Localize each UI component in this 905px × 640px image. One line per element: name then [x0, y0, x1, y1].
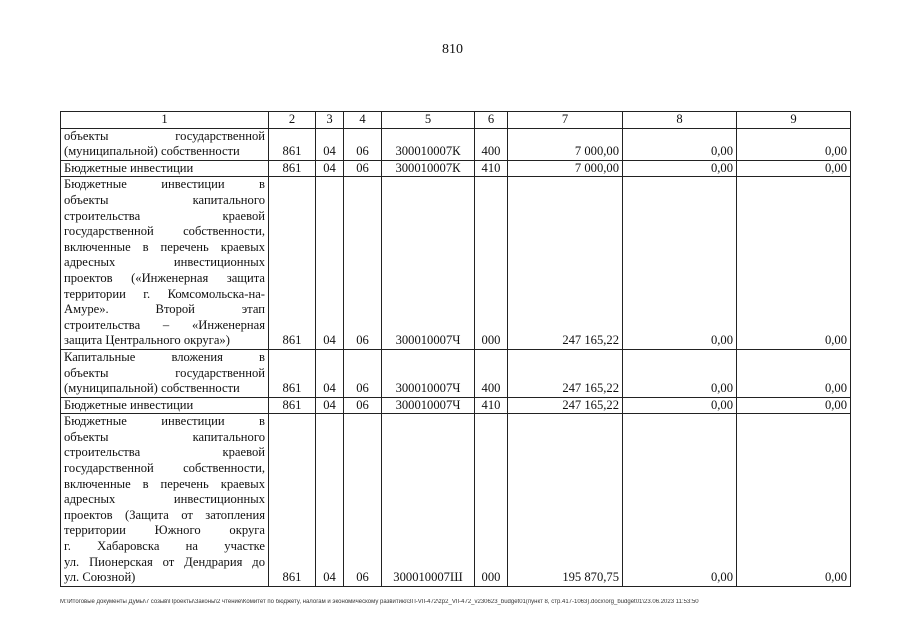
item-name-line: строительства краевой: [64, 445, 265, 460]
expense-type-cell: 410: [475, 160, 508, 177]
item-name-line: Капитальные вложения в: [64, 349, 265, 364]
item-name-line: объекты государственной: [64, 128, 265, 143]
target-article-cell: 300010007Ч: [382, 397, 475, 414]
chapter-code-cell: 861: [269, 349, 316, 397]
target-article-cell: 300010007К: [382, 128, 475, 160]
section-code-cell: 04: [316, 128, 344, 160]
chapter-code-cell: 861: [269, 128, 316, 160]
subsection-code-cell: 06: [344, 128, 382, 160]
item-name-line: ул. Союзной): [64, 570, 136, 585]
item-name-line: защита Центрального округа»): [64, 333, 230, 348]
expense-type-cell: 410: [475, 397, 508, 414]
amount-cell: 247 165,22: [508, 349, 623, 397]
item-name-line: включенные в перечень краевых: [64, 239, 265, 254]
item-name-line: Бюджетные инвестиции в: [64, 177, 265, 192]
item-name-line: объекты капитального: [64, 429, 265, 444]
section-code-cell: 04: [316, 349, 344, 397]
section-code-cell: 04: [316, 397, 344, 414]
item-name-cell: [61, 349, 269, 397]
item-name-line: (муниципальной) собственности: [64, 144, 240, 159]
amount-cell: 0,00: [737, 160, 851, 177]
subsection-code-cell: 06: [344, 414, 382, 587]
chapter-code-cell: 861: [269, 160, 316, 177]
amount-cell: 0,00: [737, 349, 851, 397]
header-row: [61, 112, 851, 129]
amount-cell: 0,00: [737, 414, 851, 587]
amount-cell: 247 165,22: [508, 177, 623, 350]
expense-type-cell: 000: [475, 414, 508, 587]
item-name-line: территории г. Комсомольска-на-: [64, 286, 265, 301]
item-name-line: адресных инвестиционных: [64, 492, 265, 507]
item-name-line: объекты капитального: [64, 192, 265, 207]
target-article-cell: 300010007К: [382, 160, 475, 177]
header-cell: 9: [737, 112, 851, 129]
amount-cell: 7 000,00: [508, 128, 623, 160]
item-name-line: Бюджетные инвестиции в: [64, 414, 265, 429]
table-row: [61, 160, 851, 177]
header-cell: 2: [269, 112, 316, 129]
amount-cell: 0,00: [623, 397, 737, 414]
item-name-cell: [61, 160, 269, 177]
amount-cell: 0,00: [623, 160, 737, 177]
item-name-cell: [61, 177, 269, 350]
budget-table: [60, 111, 851, 587]
item-name-cell: [61, 397, 269, 414]
table-row: [61, 349, 851, 397]
expense-type-cell: 400: [475, 349, 508, 397]
amount-cell: 0,00: [623, 414, 737, 587]
expense-type-cell: 000: [475, 177, 508, 350]
header-cell: 7: [508, 112, 623, 129]
table-row: [61, 128, 851, 160]
header-cell: 5: [382, 112, 475, 129]
item-name-line: адресных инвестиционных: [64, 255, 265, 270]
subsection-code-cell: 06: [344, 349, 382, 397]
item-name-line: Бюджетные инвестиции: [64, 397, 194, 412]
item-name-line: проектов (Защита от затопления: [64, 507, 265, 522]
item-name-line: строительства – «Инженерная: [64, 317, 265, 332]
amount-cell: 0,00: [623, 128, 737, 160]
document-path-footer: M:\Итоговые документы Думы\7 созыв\Проекты\Законы\2 чтение\Комитет по бюджету, налогам и экономическому развитию\3П-VII-472\zp2_VII-472_v230623_budget01(пункт 8, стр.417-1063).docx\org_budget01\23.06.2023 11:53:50: [60, 599, 699, 605]
item-name-line: объекты государственной: [64, 365, 265, 380]
target-article-cell: 300010007Ч: [382, 177, 475, 350]
amount-cell: 247 165,22: [508, 397, 623, 414]
item-name-line: государственной собственности,: [64, 461, 265, 476]
header-cell: 1: [61, 112, 269, 129]
expense-type-cell: 400: [475, 128, 508, 160]
item-name-line: (муниципальной) собственности: [64, 381, 240, 396]
item-name-line: Бюджетные инвестиции: [64, 160, 194, 175]
subsection-code-cell: 06: [344, 397, 382, 414]
item-name-line: строительства краевой: [64, 208, 265, 223]
amount-cell: 0,00: [737, 177, 851, 350]
item-name-line: ул. Пионерская от Дендрария до: [64, 554, 265, 569]
item-name-line: проектов («Инженерная защита: [64, 270, 265, 285]
chapter-code-cell: 861: [269, 397, 316, 414]
amount-cell: 0,00: [623, 349, 737, 397]
target-article-cell: 300010007Ч: [382, 349, 475, 397]
amount-cell: 195 870,75: [508, 414, 623, 587]
section-code-cell: 04: [316, 177, 344, 350]
amount-cell: 7 000,00: [508, 160, 623, 177]
section-code-cell: 04: [316, 160, 344, 177]
header-cell: 6: [475, 112, 508, 129]
header-cell: 4: [344, 112, 382, 129]
table-row: [61, 177, 851, 350]
target-article-cell: 300010007Ш: [382, 414, 475, 587]
chapter-code-cell: 861: [269, 414, 316, 587]
subsection-code-cell: 06: [344, 160, 382, 177]
item-name-cell: [61, 128, 269, 160]
chapter-code-cell: 861: [269, 177, 316, 350]
item-name-cell: [61, 414, 269, 587]
subsection-code-cell: 06: [344, 177, 382, 350]
page-number: 810: [442, 42, 463, 57]
item-name-line: территории Южного округа: [64, 523, 265, 538]
item-name-line: г. Хабаровска на участке: [64, 539, 265, 554]
amount-cell: 0,00: [737, 128, 851, 160]
amount-cell: 0,00: [623, 177, 737, 350]
table-row: [61, 414, 851, 587]
header-cell: 3: [316, 112, 344, 129]
item-name-line: государственной собственности,: [64, 224, 265, 239]
section-code-cell: 04: [316, 414, 344, 587]
header-cell: 8: [623, 112, 737, 129]
item-name-line: включенные в перечень краевых: [64, 476, 265, 491]
amount-cell: 0,00: [737, 397, 851, 414]
table-row: [61, 397, 851, 414]
item-name-line: Амуре». Второй этап: [64, 302, 265, 317]
